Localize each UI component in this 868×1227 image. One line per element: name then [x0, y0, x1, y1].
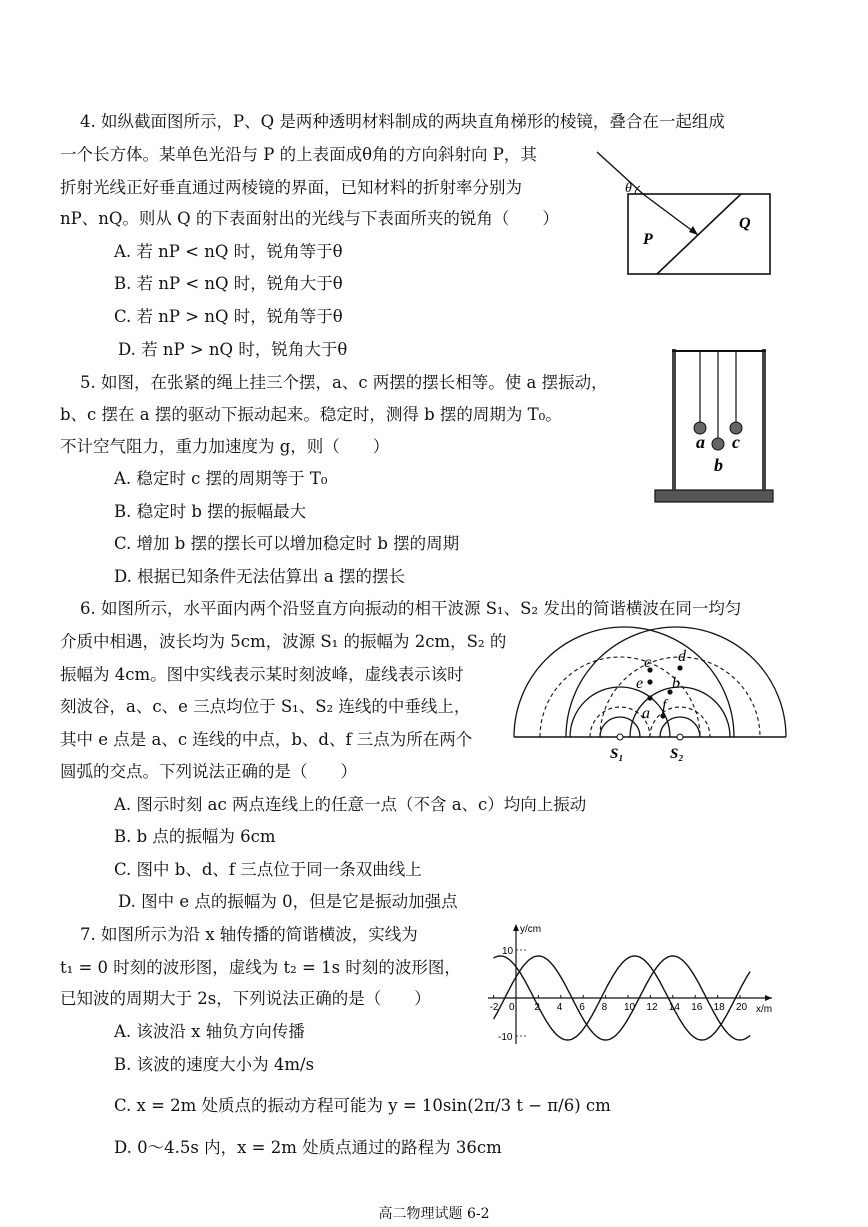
q5-option-d: D. 根据已知条件无法估算出 a 摆的摆长: [114, 567, 405, 586]
q4-line-1: 4. 如纵截面图所示，P、Q 是两种透明材料制成的两块直角梯形的棱镜，叠合在一起组成: [80, 112, 725, 131]
x-tick-label: 12: [646, 1002, 658, 1013]
q6-option-b: B. b 点的振幅为 6cm: [114, 827, 276, 846]
point-b-label: b: [672, 675, 680, 692]
x-axis-label: x/m: [756, 1004, 773, 1015]
x-tick-label: 20: [736, 1002, 748, 1013]
x-tick-label: -2: [489, 1002, 499, 1013]
q4-option-d: D. 若 nP > nQ 时，锐角大于θ: [118, 340, 348, 359]
q7-line-3: 已知波的周期大于 2s，下列说法正确的是（ ）: [60, 989, 431, 1008]
x-tick-label: 2: [534, 1002, 540, 1013]
q5-pendulum-figure: [652, 343, 777, 508]
q7-option-a: A. 该波沿 x 轴负方向传播: [114, 1022, 305, 1041]
point-e-label: e: [636, 675, 644, 692]
q6-option-c: C. 图中 b、d、f 三点位于同一条双曲线上: [114, 860, 422, 879]
q4-line-4: nP、nQ。则从 Q 的下表面射出的光线与下表面所夹的锐角（ ）: [60, 209, 559, 228]
q5-option-c: C. 增加 b 摆的摆长可以增加稳定时 b 摆的周期: [114, 534, 460, 553]
point-c-label: c: [644, 654, 652, 671]
q4-prism-figure: [595, 148, 775, 278]
q5-line-3: 不计空气阻力，重力加速度为 g，则（ ）: [60, 437, 390, 456]
q5-option-b: B. 稳定时 b 摆的振幅最大: [114, 502, 307, 521]
q6-option-a: A. 图示时刻 ac 两点连线上的任意一点（不含 a、c）均向上振动: [114, 795, 587, 814]
q6-line-4: 刻波谷，a、c、e 三点均位于 S₁、S₂ 连线的中垂线上，: [60, 697, 471, 716]
q4-option-b: B. 若 nP < nQ 时，锐角大于θ: [114, 274, 343, 293]
x-tick-label: 10: [624, 1002, 636, 1013]
q7-option-d: D. 0～4.5s 内，x = 2m 处质点通过的路程为 36cm: [114, 1138, 502, 1157]
q6-line-2: 介质中相遇，波长均为 5cm，波源 S₁ 的振幅为 2cm，S₂ 的: [60, 632, 507, 651]
point-a-label: a: [642, 705, 650, 722]
q7-line-1: 7. 如图所示为沿 x 轴传播的简谐横波，实线为: [80, 925, 418, 944]
x-tick-label: 4: [556, 1002, 563, 1013]
q5-line-2: b、c 摆在 a 摆的驱动下振动起来。稳定时，测得 b 摆的周期为 T₀。: [60, 405, 562, 424]
q7-line-2: t₁ = 0 时刻的波形图，虚线为 t₂ = 1s 时刻的波形图，: [60, 958, 461, 977]
q4-line-3: 折射光线正好垂直通过两棱镜的界面，已知材料的折射率分别为: [60, 178, 522, 197]
point-f-label: f: [662, 697, 667, 714]
x-tick-label: 8: [601, 1002, 608, 1013]
q4-option-a: A. 若 nP < nQ 时，锐角等于θ: [114, 242, 343, 261]
origin-label: 0: [509, 1002, 515, 1013]
source-s1-label: S₁: [610, 746, 624, 762]
x-tick-label: 18: [713, 1002, 725, 1013]
q7-option-c: C. x = 2m 处质点的振动方程可能为 y = 10sin(2π/3 t − π/6) cm: [114, 1096, 611, 1115]
x-tick-label: 16: [691, 1002, 703, 1013]
q5-line-1: 5. 如图，在张紧的绳上挂三个摆，a、c 两摆的摆长相等。使 a 摆振动，: [80, 373, 608, 392]
q6-line-5: 其中 e 点是 a、c 连线的中点，b、d、f 三点为所在两个: [60, 730, 473, 749]
q6-line-1: 6. 如图所示，水平面内两个沿竖直方向振动的相干波源 S₁、S₂ 发出的简谐横波在同一均匀: [80, 599, 742, 618]
y-max-label: 10: [502, 946, 514, 957]
q4-line-2: 一个长方体。某单色光沿与 P 的上表面成θ角的方向斜射向 P，其: [60, 145, 537, 164]
q6-line-6: 圆弧的交点。下列说法正确的是（ ）: [60, 762, 357, 781]
pendulum-a-label: a: [696, 432, 705, 452]
x-tick-label: 6: [579, 1002, 585, 1013]
q5-option-a: A. 稳定时 c 摆的周期等于 T₀: [114, 469, 328, 488]
point-d-label: d: [678, 648, 686, 665]
q4-option-c: C. 若 nP > nQ 时，锐角等于θ: [114, 307, 343, 326]
q7-option-b: B. 该波的速度大小为 4m/s: [114, 1055, 315, 1074]
q6-option-d: D. 图中 e 点的振幅为 0，但是它是振动加强点: [118, 892, 458, 911]
prism-p-label: P: [643, 231, 653, 248]
prism-q-label: Q: [739, 215, 751, 232]
source-s2-label: S₂: [670, 746, 684, 762]
pendulum-b-label: b: [714, 455, 723, 475]
q6-interference-figure: [510, 630, 790, 770]
q7-wave-figure: [480, 920, 780, 1050]
y-axis-label: y/cm: [520, 924, 542, 935]
y-min-label: -10: [498, 1032, 513, 1043]
pendulum-c-label: c: [732, 432, 740, 452]
q6-line-3: 振幅为 4cm。图中实线表示某时刻波峰，虚线表示该时: [60, 665, 464, 684]
page-footer: 高二物理试题 6-2: [378, 1206, 490, 1222]
x-tick-label: 14: [668, 1002, 680, 1013]
theta-label: θ: [625, 181, 632, 196]
